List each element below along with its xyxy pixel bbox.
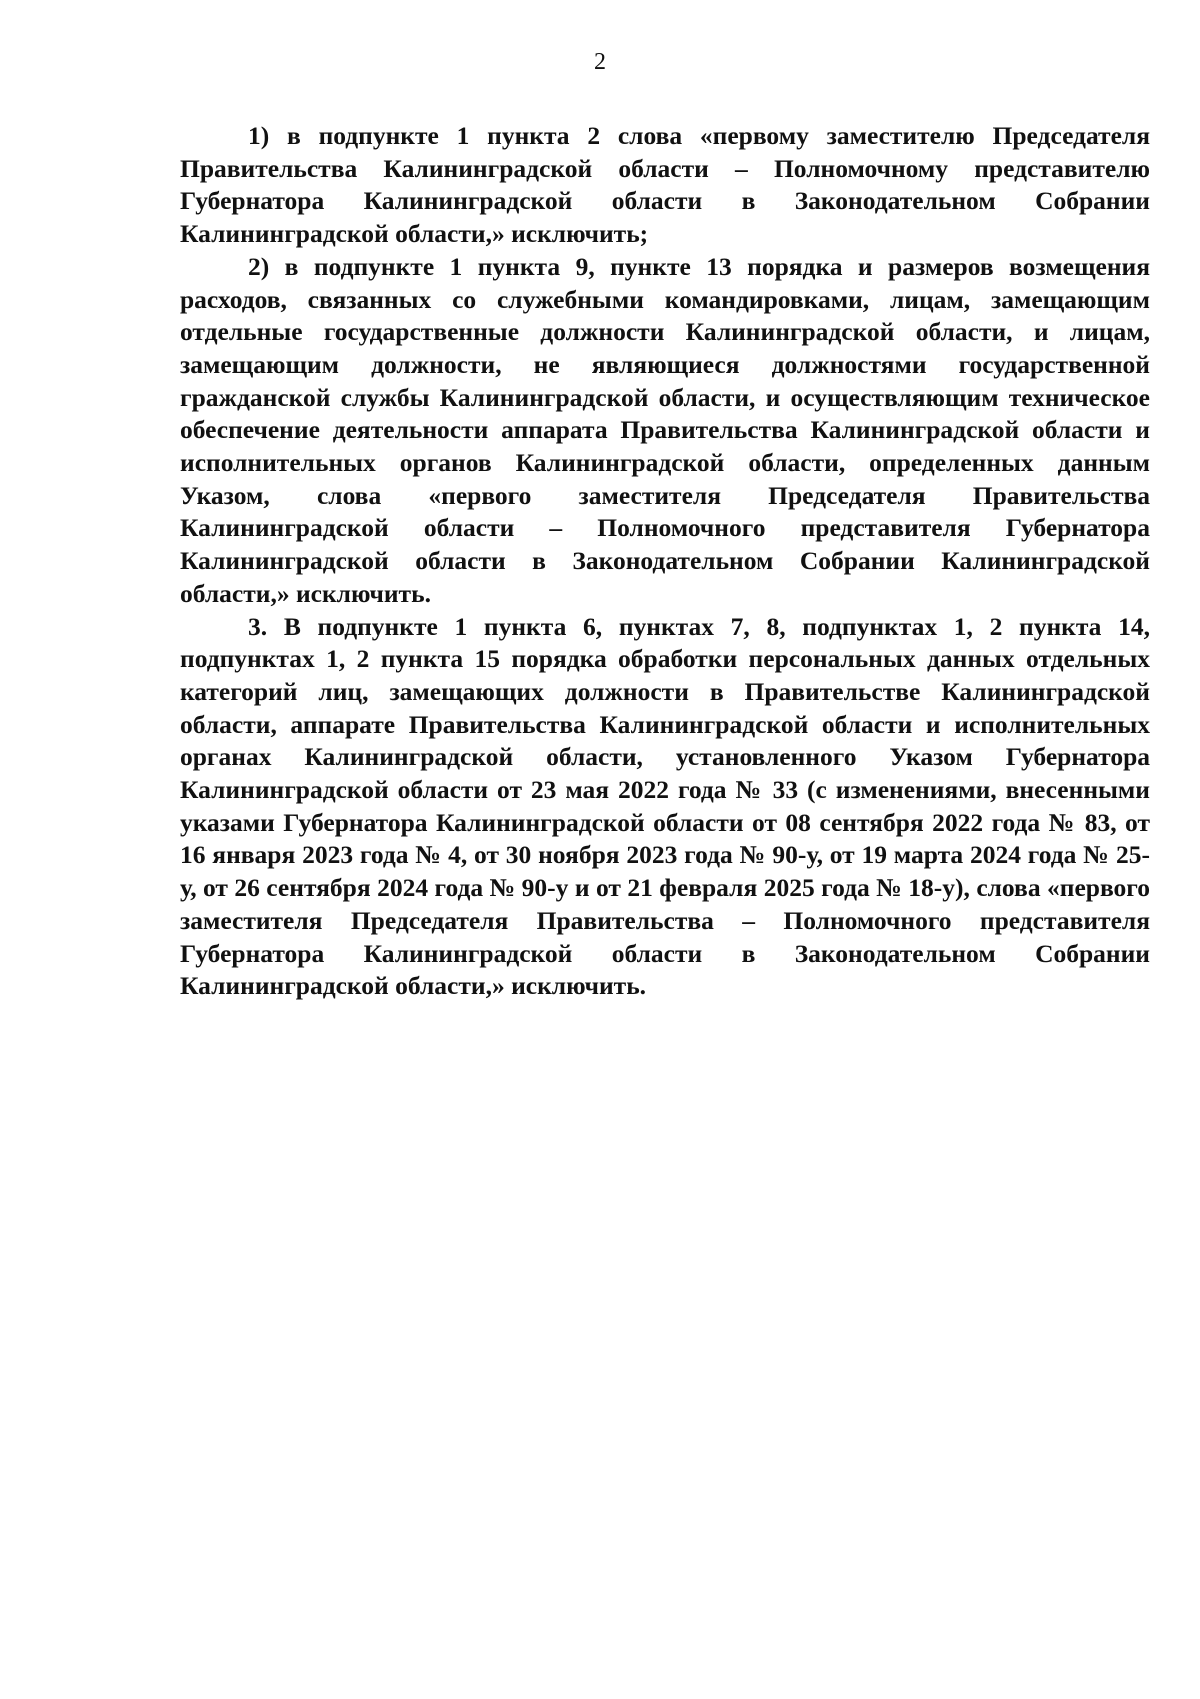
paragraph-subitem-1: 1) в подпункте 1 пункта 2 слова «первому заместителю Председателя Правительства Калининградской области – Полномочному представителю Губернатора Калининградской области в Законодательном Собрании Калининградской области,» исключить;	[180, 121, 1150, 249]
paragraph-item-3: 3. В подпункте 1 пункта 6, пунктах 7, 8, подпунктах 1, 2 пункта 14, подпунктах 1, 2 пункта 15 порядка обработки персональных данных отдельных категорий лиц, замещающих должности в Правительстве Калининградской области, аппарате Правительства Калининградской области и исполнительных органах Калининградской области, установленного Указом Губернатора Калининградской области от 23 мая 2022 года № 33 (с изменениями, внесенными указами Губернатора Калининградской области от 08 сентября 2022 года № 83, от 16 января 2023 года № 4, от 30 ноября 2023 года № 90-у, от 19 марта 2024 года № 25-у, от 26 сентября 2024 года № 90-у и от 21 февраля 2025 года № 18-у), слова «первого заместителя Председателя Правительства – Полномочного представителя Губернатора Калининградской области в Законодательном Собрании Калининградской области,» исключить.	[180, 611, 1150, 1001]
document-body	[180, 120, 1150, 1003]
paragraph-subitem-2: 2) в подпункте 1 пункта 9, пункте 13 порядка и размеров возмещения расходов, связанных со служебными командировками, лицам, замещающим отдельные государственные должности Калининградской области, и лицам, замещающим должности, не являющиеся должностями государственной гражданской службы Калининградской области, и осуществляющим техническое обеспечение деятельности аппарата Правительства Калининградской области и исполнительных органов Калининградской области, определенных данным Указом, слова «первого заместителя Председателя Правительства Калининградской области – Полномочного представителя Губернатора Калининградской области в Законодательном Собрании Калининградской области,» исключить.	[180, 251, 1150, 608]
page-number: 2	[594, 49, 606, 75]
